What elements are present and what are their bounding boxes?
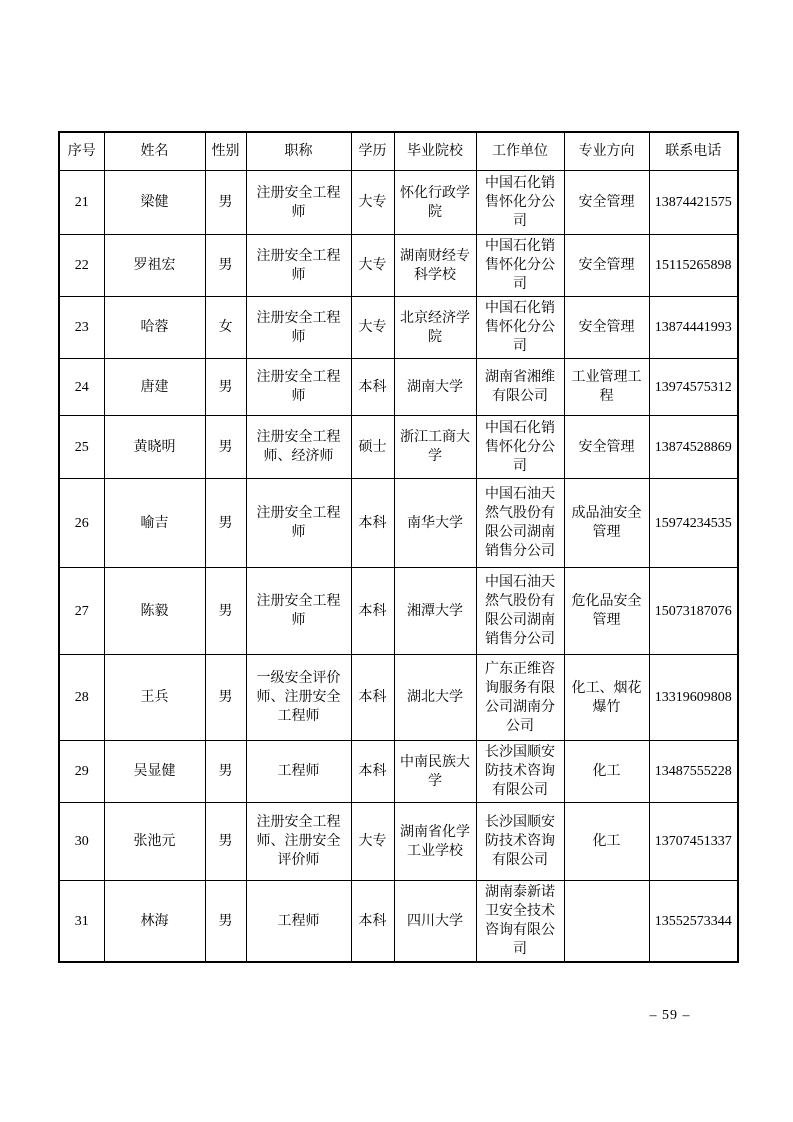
cell-no: 21: [59, 171, 104, 235]
cell-specialty: 安全管理: [564, 416, 649, 479]
table-row: [59, 479, 738, 568]
cell-no: 26: [59, 479, 104, 568]
cell-specialty: 安全管理: [564, 171, 649, 235]
header-cell-gender: 性别: [205, 132, 246, 171]
cell-education: 本科: [351, 568, 394, 655]
cell-education: 本科: [351, 479, 394, 568]
cell-name: 梁健: [104, 171, 205, 235]
cell-phone: 13552573344: [649, 881, 738, 963]
cell-name: 哈蓉: [104, 297, 205, 359]
cell-school: 湘潭大学: [394, 568, 476, 655]
table-row: [59, 359, 738, 416]
cell-specialty: 安全管理: [564, 235, 649, 297]
cell-name: 喻吉: [104, 479, 205, 568]
header-cell-title: 职称: [246, 132, 351, 171]
cell-title: 注册安全工程师: [246, 479, 351, 568]
cell-employer: 湖南泰新诺卫安全技术咨询有限公司: [476, 881, 564, 963]
cell-phone: 13874528869: [649, 416, 738, 479]
cell-education: 本科: [351, 741, 394, 803]
cell-no: 25: [59, 416, 104, 479]
header-cell-specialty: 专业方向: [564, 132, 649, 171]
cell-phone: 13487555228: [649, 741, 738, 803]
cell-gender: 男: [205, 479, 246, 568]
cell-school: 湖南大学: [394, 359, 476, 416]
cell-name: 林海: [104, 881, 205, 963]
cell-specialty: 化工、烟花爆竹: [564, 655, 649, 741]
cell-school: 北京经济学院: [394, 297, 476, 359]
cell-phone: 15974234535: [649, 479, 738, 568]
cell-education: 本科: [351, 655, 394, 741]
cell-employer: 广东正维咨询服务有限公司湖南分公司: [476, 655, 564, 741]
personnel-table: [58, 131, 739, 963]
cell-phone: 15073187076: [649, 568, 738, 655]
table-body: [59, 171, 738, 963]
cell-gender: 男: [205, 416, 246, 479]
cell-name: 黄晓明: [104, 416, 205, 479]
table-row: [59, 297, 738, 359]
cell-title: 注册安全工程师: [246, 297, 351, 359]
cell-gender: 男: [205, 359, 246, 416]
cell-title: 注册安全工程师: [246, 235, 351, 297]
cell-employer: 中国石油天然气股份有限公司湖南销售分公司: [476, 479, 564, 568]
cell-phone: 13974575312: [649, 359, 738, 416]
cell-no: 31: [59, 881, 104, 963]
cell-name: 王兵: [104, 655, 205, 741]
cell-no: 23: [59, 297, 104, 359]
header-cell-school: 毕业院校: [394, 132, 476, 171]
cell-education: 硕士: [351, 416, 394, 479]
cell-title: 工程师: [246, 881, 351, 963]
cell-title: 注册安全工程师、注册安全评价师: [246, 803, 351, 881]
cell-school: 南华大学: [394, 479, 476, 568]
cell-specialty: 危化品安全管理: [564, 568, 649, 655]
cell-employer: 湖南省湘维有限公司: [476, 359, 564, 416]
cell-phone: 13707451337: [649, 803, 738, 881]
cell-education: 本科: [351, 881, 394, 963]
cell-employer: 中国石化销售怀化分公司: [476, 235, 564, 297]
cell-title: 注册安全工程师: [246, 171, 351, 235]
table-row: [59, 655, 738, 741]
cell-phone: 13874441993: [649, 297, 738, 359]
cell-education: 本科: [351, 359, 394, 416]
cell-name: 吴显健: [104, 741, 205, 803]
cell-education: 大专: [351, 297, 394, 359]
table-row: [59, 881, 738, 963]
cell-specialty: 成品油安全管理: [564, 479, 649, 568]
cell-name: 罗祖宏: [104, 235, 205, 297]
header-row: [59, 132, 738, 171]
header-cell-no: 序号: [59, 132, 104, 171]
header-cell-phone: 联系电话: [649, 132, 738, 171]
header-cell-education: 学历: [351, 132, 394, 171]
table-row: [59, 741, 738, 803]
cell-employer: 中国石化销售怀化分公司: [476, 297, 564, 359]
cell-gender: 男: [205, 171, 246, 235]
cell-employer: 中国石油天然气股份有限公司湖南销售分公司: [476, 568, 564, 655]
cell-name: 陈毅: [104, 568, 205, 655]
cell-school: 湖南省化学工业学校: [394, 803, 476, 881]
cell-no: 28: [59, 655, 104, 741]
cell-employer: 中国石化销售怀化分公司: [476, 416, 564, 479]
cell-phone: 13874421575: [649, 171, 738, 235]
cell-specialty: 安全管理: [564, 297, 649, 359]
page-number: – 59 –: [649, 1008, 691, 1023]
cell-title: 注册安全工程师: [246, 359, 351, 416]
cell-specialty: [564, 881, 649, 963]
cell-education: 大专: [351, 803, 394, 881]
cell-name: 唐建: [104, 359, 205, 416]
cell-school: 怀化行政学院: [394, 171, 476, 235]
cell-school: 四川大学: [394, 881, 476, 963]
cell-gender: 男: [205, 235, 246, 297]
header-cell-name: 姓名: [104, 132, 205, 171]
cell-employer: 长沙国顺安防技术咨询有限公司: [476, 803, 564, 881]
cell-education: 大专: [351, 171, 394, 235]
cell-phone: 13319609808: [649, 655, 738, 741]
cell-gender: 男: [205, 655, 246, 741]
cell-no: 24: [59, 359, 104, 416]
cell-gender: 男: [205, 741, 246, 803]
cell-school: 湖北大学: [394, 655, 476, 741]
cell-specialty: 化工: [564, 803, 649, 881]
cell-name: 张池元: [104, 803, 205, 881]
cell-employer: 中国石化销售怀化分公司: [476, 171, 564, 235]
header-cell-employer: 工作单位: [476, 132, 564, 171]
cell-phone: 15115265898: [649, 235, 738, 297]
cell-gender: 男: [205, 803, 246, 881]
cell-school: 中南民族大学: [394, 741, 476, 803]
cell-title: 注册安全工程师: [246, 568, 351, 655]
cell-specialty: 工业管理工程: [564, 359, 649, 416]
cell-no: 29: [59, 741, 104, 803]
table-row: [59, 803, 738, 881]
cell-title: 注册安全工程师、经济师: [246, 416, 351, 479]
cell-gender: 女: [205, 297, 246, 359]
cell-no: 27: [59, 568, 104, 655]
cell-no: 30: [59, 803, 104, 881]
cell-gender: 男: [205, 568, 246, 655]
cell-title: 工程师: [246, 741, 351, 803]
table-row: [59, 416, 738, 479]
cell-title: 一级安全评价师、注册安全工程师: [246, 655, 351, 741]
table-row: [59, 568, 738, 655]
table-row: [59, 171, 738, 235]
cell-school: 湖南财经专科学校: [394, 235, 476, 297]
cell-no: 22: [59, 235, 104, 297]
cell-gender: 男: [205, 881, 246, 963]
cell-specialty: 化工: [564, 741, 649, 803]
cell-education: 大专: [351, 235, 394, 297]
cell-school: 浙江工商大学: [394, 416, 476, 479]
cell-employer: 长沙国顺安防技术咨询有限公司: [476, 741, 564, 803]
table-row: [59, 235, 738, 297]
